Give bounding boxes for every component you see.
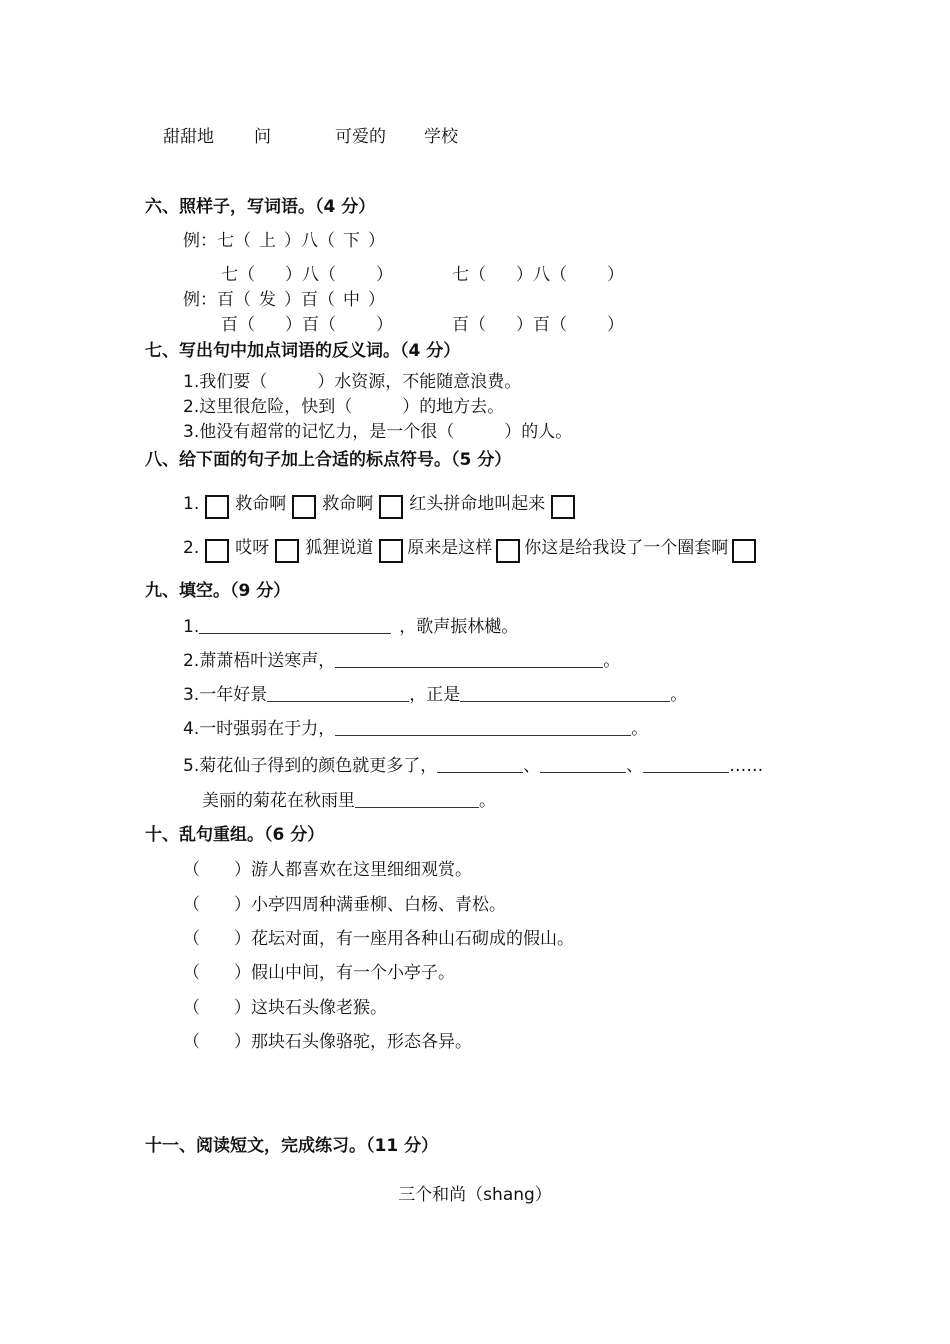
- order-blank[interactable]: （ ）: [183, 860, 251, 880]
- s7-item-3: 3.他没有超常的记忆力，是一个很（ ）的人。: [183, 422, 573, 442]
- s9-item-4: 4.一时强弱在于力， 。: [183, 719, 649, 739]
- s9-item-5-cont: 美丽的菊花在秋雨里 。: [202, 791, 496, 811]
- order-blank[interactable]: （ ）: [183, 1032, 251, 1052]
- reorder-item: （ ）这块石头像老猴。: [183, 998, 387, 1018]
- punctuation-box[interactable]: [292, 495, 316, 519]
- answer-blank[interactable]: [355, 791, 479, 808]
- section-9-title: 九、填空。（9 分）: [145, 581, 291, 601]
- punctuation-box[interactable]: [205, 495, 229, 519]
- punctuation-box[interactable]: [275, 539, 299, 563]
- punctuation-box[interactable]: [496, 539, 520, 563]
- s7-item-1: 1.我们要（ ）水资源，不能随意浪费。: [183, 372, 522, 392]
- order-blank[interactable]: （ ）: [183, 963, 251, 983]
- top-word-row: [163, 127, 458, 147]
- section-10-title: 十、乱句重组。（6 分）: [145, 825, 325, 845]
- answer-blank[interactable]: [267, 685, 409, 702]
- answer-blank[interactable]: [335, 719, 631, 736]
- s6-blank-row-2b: 百（ ）百（ ）: [452, 315, 624, 335]
- word: 甜甜地: [163, 127, 214, 147]
- s9-item-1: 1. ，歌声振林樾。: [183, 617, 519, 637]
- section-8-title: 八、给下面的句子加上合适的标点符号。（5 分）: [145, 450, 512, 470]
- order-blank[interactable]: （ ）: [183, 998, 251, 1018]
- answer-blank[interactable]: [437, 756, 523, 773]
- punctuation-box[interactable]: [205, 539, 229, 563]
- order-blank[interactable]: （ ）: [183, 895, 251, 915]
- word: 学校: [424, 127, 458, 147]
- reorder-item: （ ）那块石头像骆驼，形态各异。: [183, 1032, 472, 1052]
- answer-blank[interactable]: [643, 756, 729, 773]
- s9-item-2: 2.萧萧梧叶送寒声， 。: [183, 651, 621, 671]
- punctuation-box[interactable]: [732, 539, 756, 563]
- reorder-item: （ ）游人都喜欢在这里细细观赏。: [183, 860, 472, 880]
- reorder-item: （ ）假山中间，有一个小亭子。: [183, 963, 455, 983]
- answer-blank[interactable]: [335, 651, 603, 668]
- s9-item-3: 3.一年好景 ，正是 。: [183, 685, 688, 705]
- punctuation-box[interactable]: [379, 539, 403, 563]
- answer-blank[interactable]: [540, 756, 626, 773]
- word: 可爱的: [335, 127, 386, 147]
- reorder-item: （ ）花坛对面，有一座用各种山石砌成的假山。: [183, 929, 574, 949]
- s8-line-1: 1. 救命啊 救命啊 红头拼命地叫起来: [183, 494, 575, 519]
- word: 问: [254, 127, 271, 147]
- s8-line-2: 2. 哎呀 狐狸说道 原来是这样 你这是给我设了一个圈套啊: [183, 538, 756, 563]
- punctuation-box[interactable]: [551, 495, 575, 519]
- s6-example-2: 例：百（ 发 ）百（ 中 ）: [183, 290, 385, 310]
- s6-blank-row-2a: 百（ ）百（ ）: [221, 315, 393, 335]
- s9-item-5: 5.菊花仙子得到的颜色就更多了， 、 、 ……: [183, 756, 764, 776]
- order-blank[interactable]: （ ）: [183, 929, 251, 949]
- answer-blank[interactable]: [460, 685, 670, 702]
- section-7-title: 七、写出句中加点词语的反义词。（4 分）: [145, 341, 461, 361]
- reorder-item: （ ）小亭四周种满垂柳、白杨、青松。: [183, 895, 506, 915]
- answer-blank[interactable]: [199, 617, 391, 634]
- section-11-title: 十一、阅读短文，完成练习。（11 分）: [145, 1136, 439, 1156]
- section-6-title: 六、照样子，写词语。（4 分）: [145, 197, 376, 217]
- punctuation-box[interactable]: [379, 495, 403, 519]
- s6-blank-row-1b: 七（ ）八（ ）: [452, 265, 624, 285]
- s7-item-2: 2.这里很危险，快到（ ）的地方去。: [183, 397, 505, 417]
- s6-blank-row-1a: 七（ ）八（ ）: [221, 265, 393, 285]
- s6-example-1: 例：七（ 上 ）八（ 下 ）: [183, 231, 385, 251]
- story-title: 三个和尚（shang）: [398, 1185, 552, 1205]
